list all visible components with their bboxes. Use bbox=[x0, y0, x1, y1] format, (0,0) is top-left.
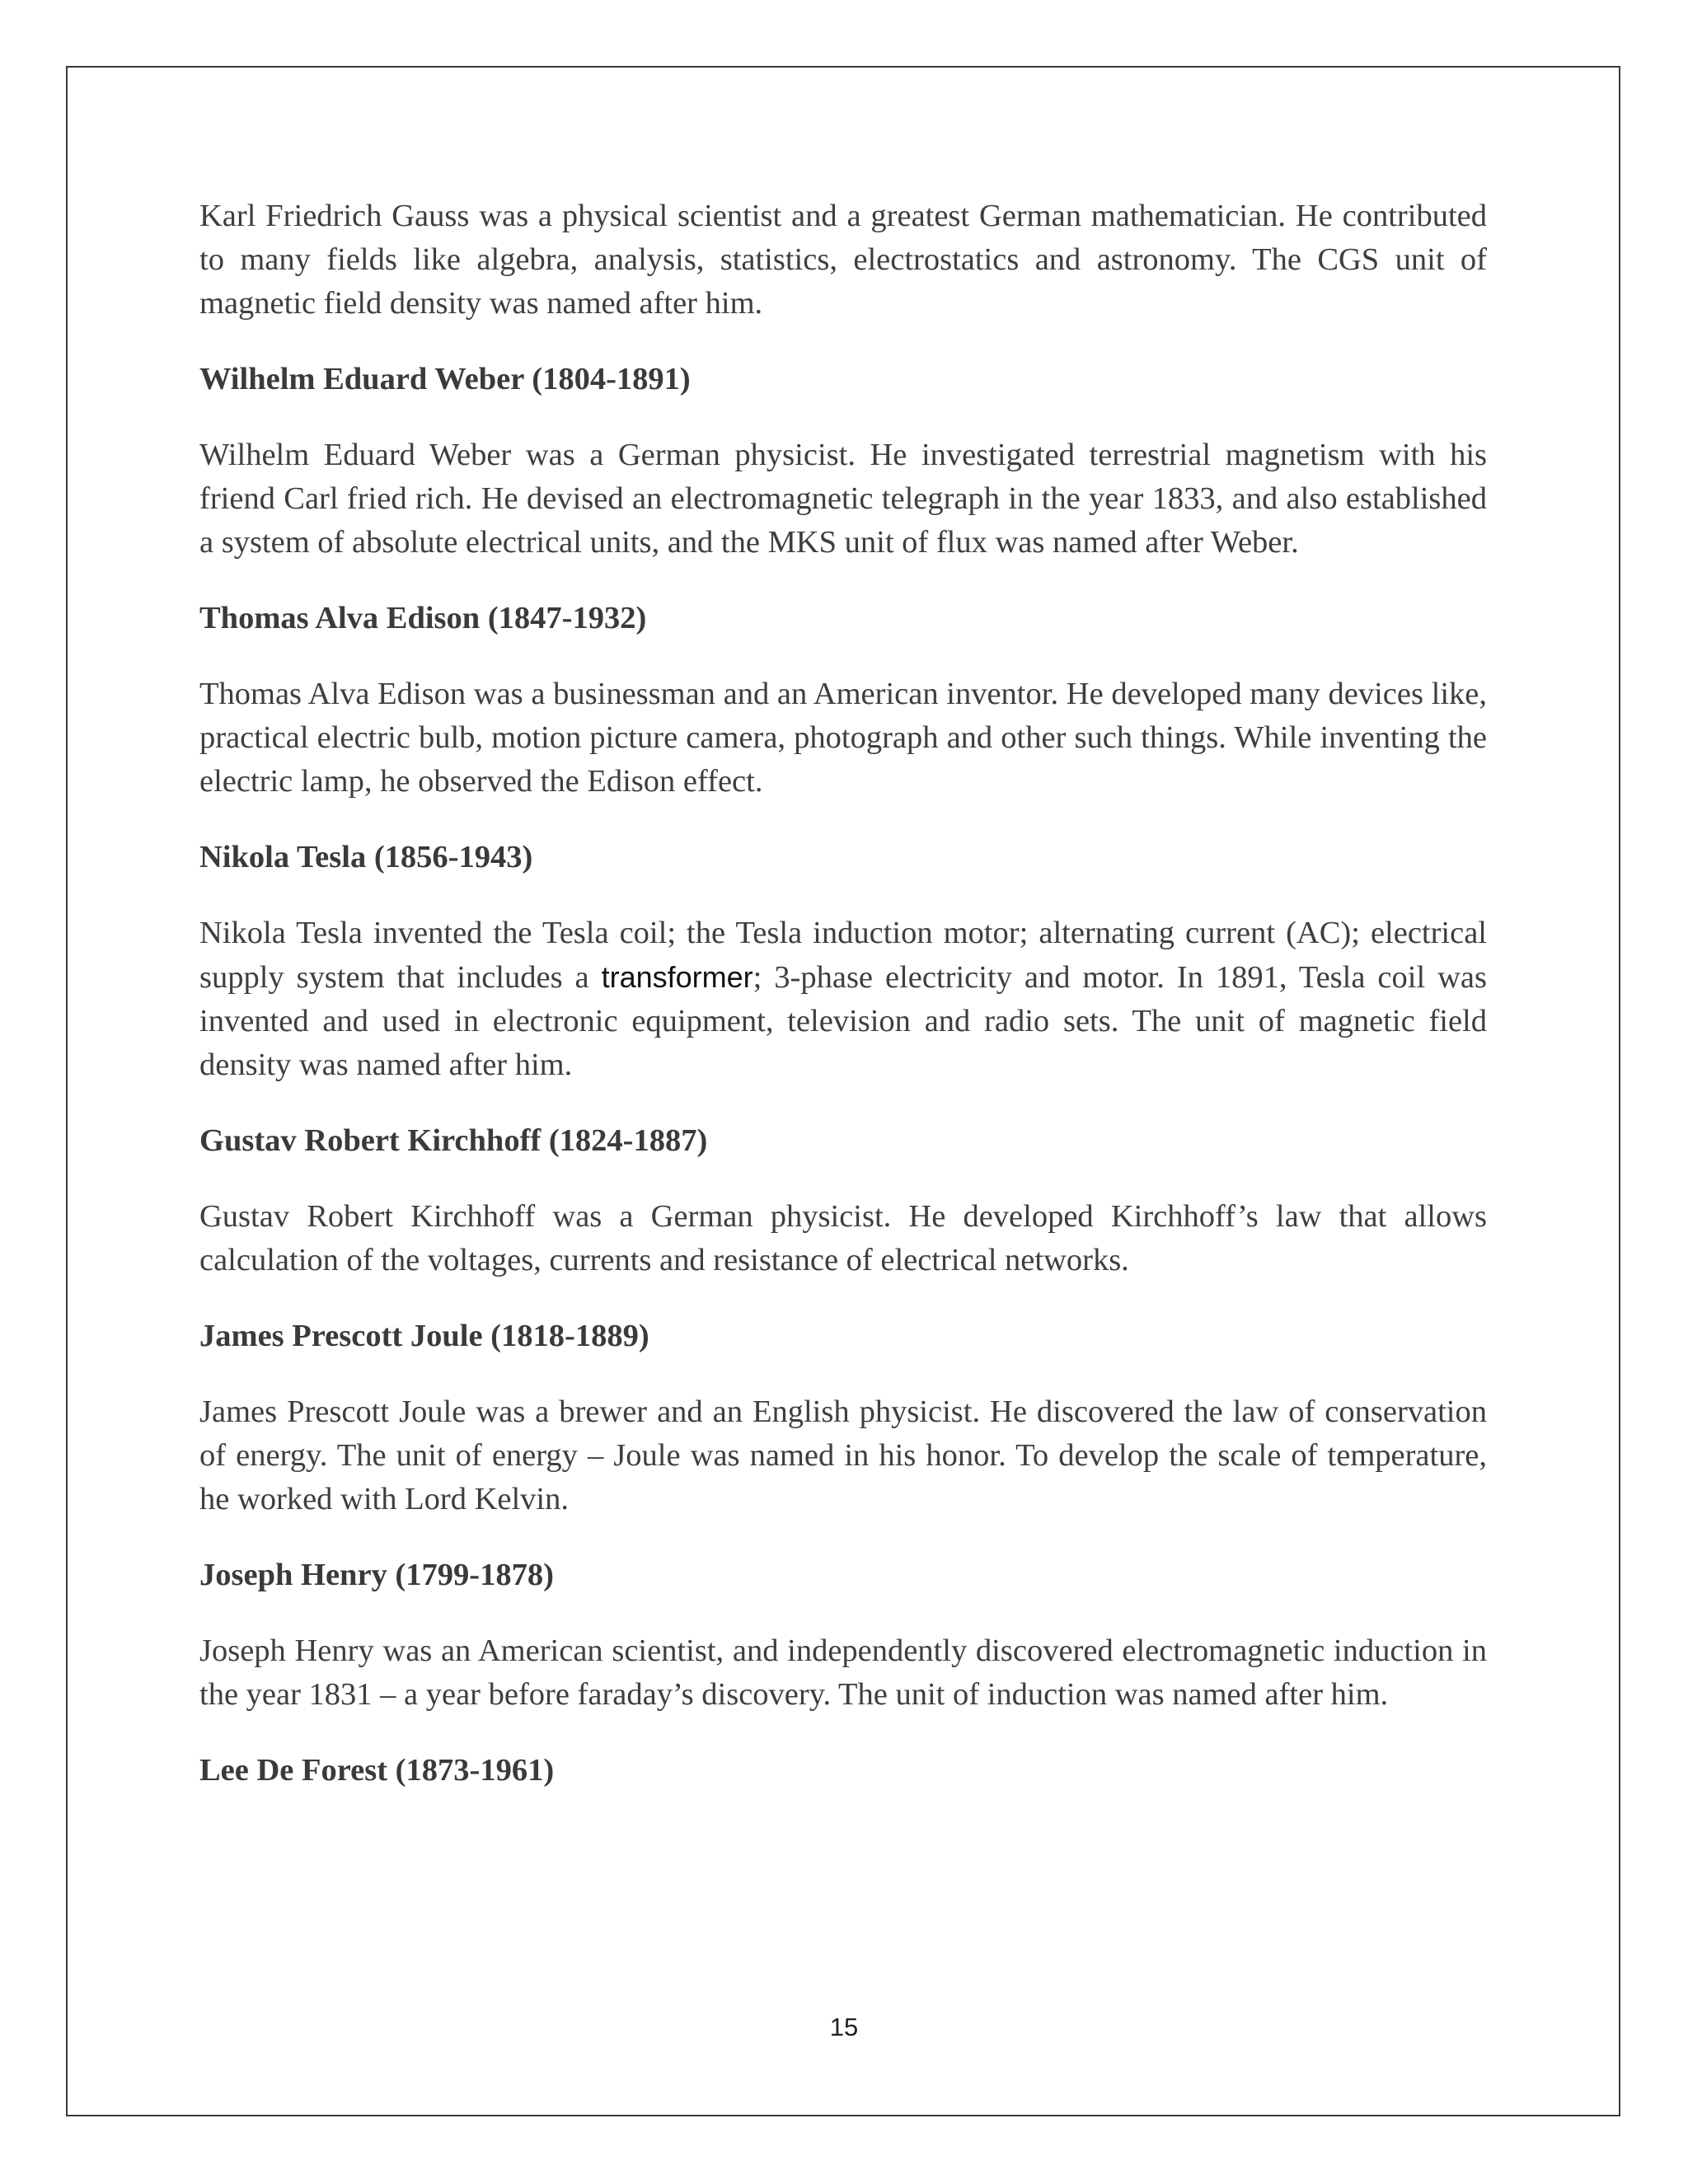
kirchhoff-heading: Gustav Robert Kirchhoff (1824-1887) bbox=[199, 1123, 708, 1158]
tesla-paragraph-end: ; 3-phase electricity and motor. In 1891, Tesla coil was invented and used in electronic equipment, television and radio sets. The unit of magnetic field density was named after him. bbox=[199, 960, 1487, 1082]
kirchhoff-paragraph: Gustav Robert Kirchhoff was a German physicist. He developed Kirchhoff’s law that allows calculation of the voltages, currents and resistance of electrical networks. bbox=[199, 1199, 1487, 1277]
edison-paragraph: Thomas Alva Edison was a businessman and an American inventor. He developed many devices like, practical electric bulb, motion picture camera, photograph and other such things. While inventing the electric lamp, he observed the Edison effect. bbox=[199, 677, 1487, 799]
henry-paragraph: Joseph Henry was an American scientist, and independently discovered electromagnetic induction in the year 1831 – a year before faraday’s discovery. The unit of induction was named after him. bbox=[199, 1633, 1487, 1712]
weber-heading: Wilhelm Eduard Weber (1804-1891) bbox=[199, 362, 691, 396]
henry-heading: Joseph Henry (1799-1878) bbox=[199, 1558, 554, 1592]
transformer-link[interactable]: transformer bbox=[601, 960, 753, 994]
page-number: 15 bbox=[829, 2013, 859, 2041]
de-forest-heading: Lee De Forest (1873-1961) bbox=[199, 1753, 555, 1788]
weber-paragraph: Wilhelm Eduard Weber was a German physicist. He investigated terrestrial magnetism with his friend Carl fried rich. He devised an electromagnetic telegraph in the year 1833, and also established a system of absolute electrical units, and the MKS unit of flux was named after Weber. bbox=[199, 438, 1487, 560]
joule-paragraph: James Prescott Joule was a brewer and an English physicist. He discovered the law of conservation of energy. The unit of energy – Joule was named in his honor. To develop the scale of temperature, he worked with Lord Kelvin. bbox=[199, 1394, 1487, 1516]
gauss-paragraph: Karl Friedrich Gauss was a physical scientist and a greatest German mathematician. He contributed to many fields like algebra, analysis, statistics, electrostatics and astronomy. The CGS unit of magnetic field density was named after him. bbox=[199, 199, 1487, 321]
tesla-heading: Nikola Tesla (1856-1943) bbox=[199, 840, 533, 874]
edison-heading: Thomas Alva Edison (1847-1932) bbox=[199, 601, 647, 635]
joule-heading: James Prescott Joule (1818-1889) bbox=[199, 1319, 649, 1353]
tesla-paragraph-start: Nikola Tesla invented the Tesla coil; the Tesla induction motor; alternating current (AC); electrical supply system that includes a bbox=[199, 916, 1487, 995]
tesla-paragraph bbox=[199, 912, 1487, 1087]
document-body bbox=[199, 194, 1487, 1825]
